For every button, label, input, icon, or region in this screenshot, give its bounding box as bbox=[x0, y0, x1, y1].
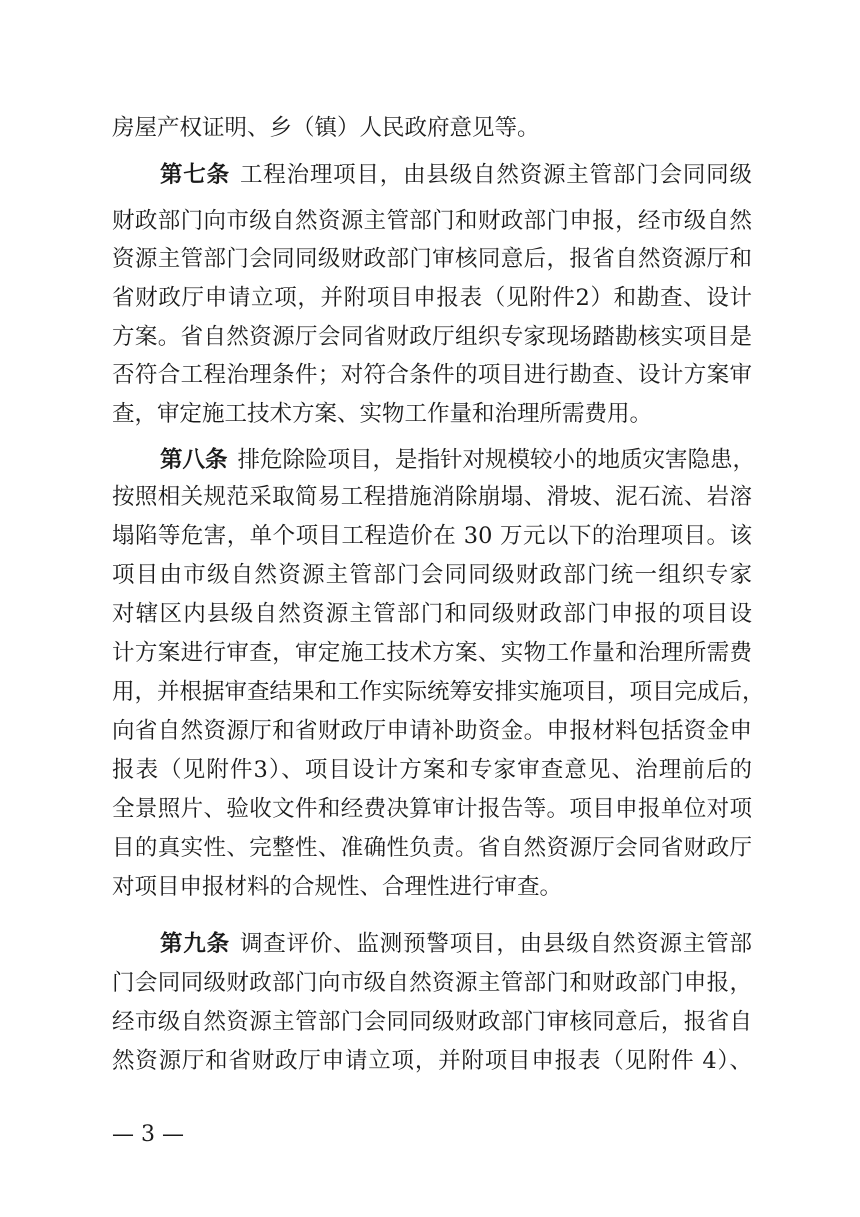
paragraph-line: 全景照片、验收文件和经费决算审计报告等。项目申报单位对项 bbox=[112, 796, 752, 822]
paragraph-line: 按照相关规范采取简易工程措施消除崩塌、滑坡、泥石流、岩溶 bbox=[112, 484, 752, 510]
paragraph-line: 然资源厅和省财政厅申请立项，并附项目申报表（见附件 4）、 bbox=[112, 1048, 752, 1074]
paragraph-line: 经市级自然资源主管部门会同同级财政部门审核同意后，报省自 bbox=[112, 1009, 752, 1035]
paragraph-line: 方案。省自然资源厅会同省财政厅组织专家现场踏勘核实项目是 bbox=[112, 324, 752, 350]
paragraph-line: 省财政厅申请立项，并附项目申报表（见附件2）和勘查、设计 bbox=[112, 285, 752, 311]
article-9-title: 第九条 bbox=[160, 931, 230, 957]
paragraph-line: 塌陷等危害，单个项目工程造价在 30 万元以下的治理项目。该 bbox=[112, 523, 752, 549]
article-7-title: 第七条 bbox=[160, 162, 230, 188]
paragraph-line: 查，审定施工技术方案、实物工作量和治理所需费用。 bbox=[112, 401, 653, 427]
article-8-title: 第八条 bbox=[160, 447, 228, 473]
article-9-heading-line: 第九条 调查评价、监测预警项目，由县级自然资源主管部 bbox=[160, 931, 752, 957]
article-7-heading-line: 第七条 工程治理项目，由县级自然资源主管部门会同同级 bbox=[160, 162, 752, 188]
paragraph-line: 财政部门向市级自然资源主管部门和财政部门申报，经市级自然 bbox=[112, 208, 752, 234]
paragraph-line: 对辖区内县级自然资源主管部门和同级财政部门申报的项目设 bbox=[112, 601, 752, 627]
paragraph-line: 计方案进行审查，审定施工技术方案、实物工作量和治理所需费 bbox=[112, 640, 752, 666]
page-number: — 3 — bbox=[112, 1122, 184, 1147]
paragraph-line: 项目由市级自然资源主管部门会同同级财政部门统一组织专家 bbox=[112, 562, 752, 588]
paragraph-line: 资源主管部门会同同级财政部门审核同意后，报省自然资源厅和 bbox=[112, 246, 752, 272]
paragraph-line: 门会同同级财政部门向市级自然资源主管部门和财政部门申报， bbox=[112, 970, 752, 996]
paragraph-line: 目的真实性、完整性、准确性负责。省自然资源厅会同省财政厅 bbox=[112, 835, 752, 861]
paragraph-line: 用，并根据审查结果和工作实际统筹安排实施项目，项目完成后， bbox=[112, 679, 765, 705]
article-8-heading-line: 第八条 排危除险项目，是指针对规模较小的地质灾害隐患， bbox=[160, 447, 756, 473]
paragraph-line: 报表（见附件3）、项目设计方案和专家审查意见、治理前后的 bbox=[112, 757, 752, 783]
paragraph-line: 房屋产权证明、乡（镇）人民政府意见等。 bbox=[112, 115, 540, 141]
paragraph-line: 向省自然资源厅和省财政厅申请补助资金。申报材料包括资金申 bbox=[112, 718, 752, 744]
paragraph-line: 否符合工程治理条件；对符合条件的项目进行勘查、设计方案审 bbox=[112, 362, 752, 388]
paragraph-line: 对项目申报材料的合规性、合理性进行审查。 bbox=[112, 874, 563, 900]
